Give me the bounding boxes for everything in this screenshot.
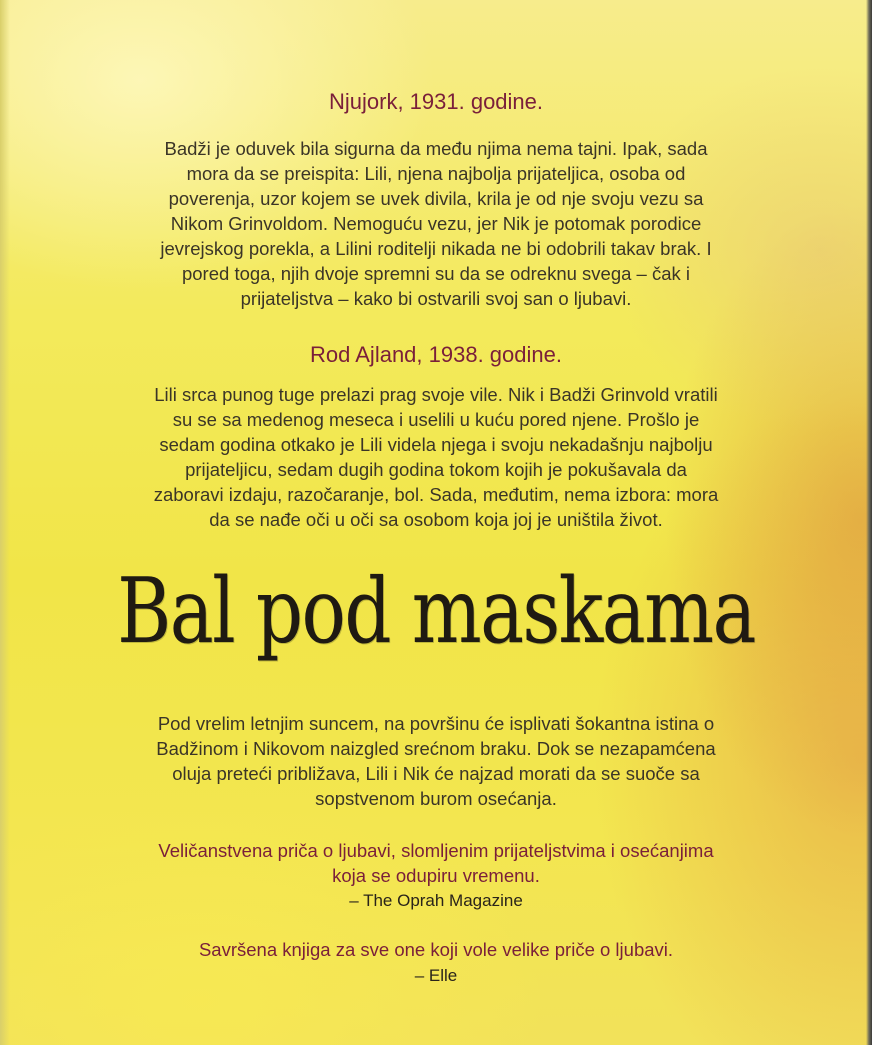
section2-line: su se sa medenog meseca i uselili u kuću pored njene. Prošlo je bbox=[172, 409, 700, 430]
cover-right-edge bbox=[866, 0, 872, 1045]
section1-line: prijateljstva – kako bi ostvarili svoj san o ljubavi. bbox=[240, 288, 632, 309]
cover-left-edge bbox=[0, 0, 10, 1045]
section2-line: Lili srca punog tuge prelazi prag svoje vile. Nik i Badži Grinvold vratili bbox=[154, 384, 718, 405]
section3-line: oluja preteći približava, Lili i Nik će najzad morati da se suoče sa bbox=[172, 763, 700, 784]
section1-line: jevrejskog porekla, a Lilini roditelji nikada ne bi odobrili takav brak. I bbox=[160, 238, 712, 259]
section1-heading: Njujork, 1931. godine. bbox=[328, 89, 544, 114]
quote2-line: Savršena knjiga za sve one koji vole velike priče o ljubavi. bbox=[198, 939, 674, 960]
section1-line: mora da se preispita: Lili, njena najbolja prijateljica, osoba od bbox=[186, 163, 686, 184]
section3-line: sopstvenom burom osećanja. bbox=[315, 788, 557, 809]
section2-paragraph bbox=[40, 382, 832, 532]
section3-line: Pod vrelim letnjim suncem, na površinu će isplivati šokantna istina o bbox=[157, 713, 715, 734]
section2-line: da se nađe oči u oči sa osobom koja joj je uništila život. bbox=[209, 509, 663, 530]
section2-line: zaboravi izdaju, razočaranje, bol. Sada, međutim, nema izbora: mora bbox=[153, 484, 719, 505]
section2-heading: Rod Ajland, 1938. godine. bbox=[310, 342, 562, 367]
section1-line: poverenja, uzor kojem se uvek divila, krila je od nje svoju vezu sa bbox=[168, 188, 704, 209]
section3-paragraph bbox=[40, 711, 832, 811]
section1-paragraph bbox=[40, 136, 832, 311]
quote1-attribution: – The Oprah Magazine bbox=[349, 891, 523, 910]
section2-line: sedam godina otkako je Lili videla njega i svoju nekadašnju najbolju bbox=[159, 434, 713, 455]
quote1-line: koja se odupiru vremenu. bbox=[332, 865, 540, 886]
review-quote-1 bbox=[40, 838, 832, 888]
section2-line: prijateljicu, sedam dugih godina tokom kojih je pokušavala da bbox=[185, 459, 687, 480]
review-quote-2 bbox=[40, 937, 832, 962]
section1-line: Nikom Grinvoldom. Nemoguću vezu, jer Nik je potomak porodice bbox=[170, 213, 702, 234]
quote1-line: Veličanstvena priča o ljubavi, slomljenim prijateljstvima i osećanjima bbox=[158, 840, 714, 861]
section1-line: pored toga, njih dvoje spremni su da se odreknu svega – čak i bbox=[181, 263, 691, 284]
quote2-attribution: – Elle bbox=[414, 966, 458, 985]
section3-line: Badžinom i Nikovom naizgled srećnom braku. Dok se nezapamćena bbox=[156, 738, 716, 759]
book-title: Bal pod maskama bbox=[117, 559, 755, 664]
section1-line: Badži je oduvek bila sigurna da među njima nema tajni. Ipak, sada bbox=[164, 138, 708, 159]
